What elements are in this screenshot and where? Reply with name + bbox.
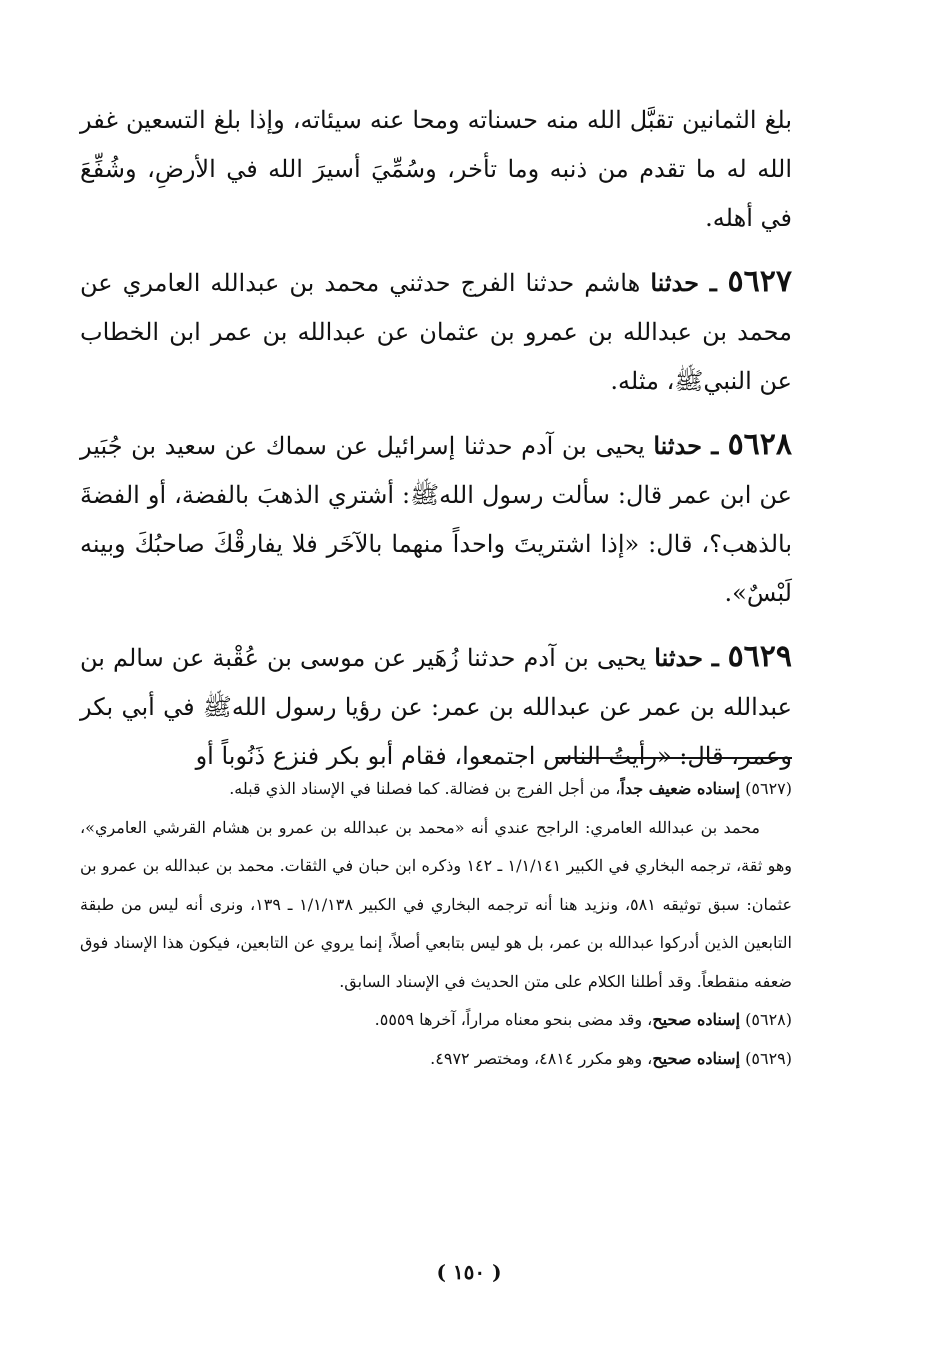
hadith-separator: ـ — [702, 643, 728, 672]
hadith-number: ٥٦٢٩ — [727, 639, 793, 674]
footnote-body: محمد بن عبدالله العامري: الراجح عندي أنه «محمد بن عبدالله بن عمرو بن هشام القرشي العامري»، وهو ثقة، ترجمه البخاري في الكبير ١/١/١٤١ ـ ١٤٢ وذكره ابن حبان في الثقات. محمد بن عبدالله بن عمرو بن عثمان: سبق توثيقه ٥٨١، ونزيد هنا أنه ترجمه البخاري في الكبير ١/١/١٣٨ ـ ١٣٩، ونرى أنه ليس من طبقة التابعين الذين أدركوا عبدالله بن عمر، بل هو ليس بتابعي أصلاً، إنما يروي عن التابعين، فيكون هذا الإسناد فوق ضعفه منقطعاً. وقد أطلنا الكلام على متن الحديث في الإسناد السابق. — [80, 817, 793, 991]
footnote-divider — [556, 757, 792, 759]
hadith-keyword: حدثنا — [654, 643, 703, 672]
intro-paragraph: بلغ الثمانين تقبَّل الله منه حسناته ومحا عنه سيئاته، وإذا بلغ التسعين غفر الله له ما تقدم من ذنبه وما تأخر، وسُمِّيَ أسيرَ الله في الأرضِ، وشُفِّعَ في أهله. — [80, 106, 792, 232]
footnote-5627 — [80, 770, 792, 809]
footnote-grading: إسناده ضعيف جداً — [620, 779, 741, 798]
hadith-separator: ـ — [698, 268, 728, 297]
hadith-text: يحيى بن آدم حدثنا إسرائيل عن سماك عن سعيد بن جُبَير عن ابن عمر قال: سألت رسول اللهﷺ: أشتري الذهبَ بالفضة، أو الفضةَ بالذهب؟، قال: «إذا اشتريتَ واحداً منهما بالآخَر فلا يفارقْكَ صاحبُكَ وبينه لَبْسٌ». — [80, 432, 792, 607]
hadith-text: يحيى بن آدم حدثنا زُهَير عن موسى بن عُقْبة عن سالم بن عبدالله بن عمر عن عبدالله بن عمر: عن رؤيا رسول اللهﷺ في أبي بكر وعمر، قال: «رأيتُ الناس اجتمعوا، فقام أبو بكر فنزع ذَنُوباً أو — [80, 644, 792, 770]
footnote-5628 — [80, 1001, 792, 1040]
footnote-5629 — [80, 1040, 792, 1079]
hadith-keyword: حدثنا — [653, 431, 702, 460]
footnote-grading: إسناده صحيح — [652, 1048, 741, 1068]
page-number: ( ١٥٠ ) — [436, 1260, 502, 1284]
hadith-number: ٥٦٢٨ — [727, 427, 793, 462]
footnote-grading: إسناده صحيح — [652, 1010, 741, 1029]
footnotes — [80, 770, 792, 1078]
hadith-5628 — [80, 420, 792, 618]
footnote-ref: (٥٦٢٧) — [745, 779, 792, 798]
footnote-ref: (٥٦٢٨) — [745, 1010, 792, 1029]
hadith-separator: ـ — [701, 431, 728, 460]
footnote-ref: (٥٦٢٩) — [745, 1048, 792, 1068]
footnote-lead: ، من أجل الفرج بن فضالة. كما فصلنا في الإسناد الذي قبله. — [229, 779, 621, 798]
footnote-lead: ، وهو مكرر ٤٨١٤، ومختصر ٤٩٧٢. — [430, 1048, 653, 1068]
footnote-5627-body — [80, 809, 792, 1002]
hadith-number: ٥٦٢٧ — [727, 264, 792, 299]
main-text — [80, 96, 792, 795]
footnote-lead: ، وقد مضى بنحو معناه مراراً، آخرها ٥٥٥٩. — [374, 1010, 653, 1029]
hadith-text: هاشم حدثنا الفرج حدثني محمد بن عبدالله العامري عن محمد بن عبدالله بن عمرو بن عثمان عن عبدالله بن عمر ابن الخطاب عن النبيﷺ، مثله. — [80, 269, 792, 395]
hadith-5627 — [80, 257, 792, 406]
hadith-keyword: حدثنا — [650, 268, 699, 297]
